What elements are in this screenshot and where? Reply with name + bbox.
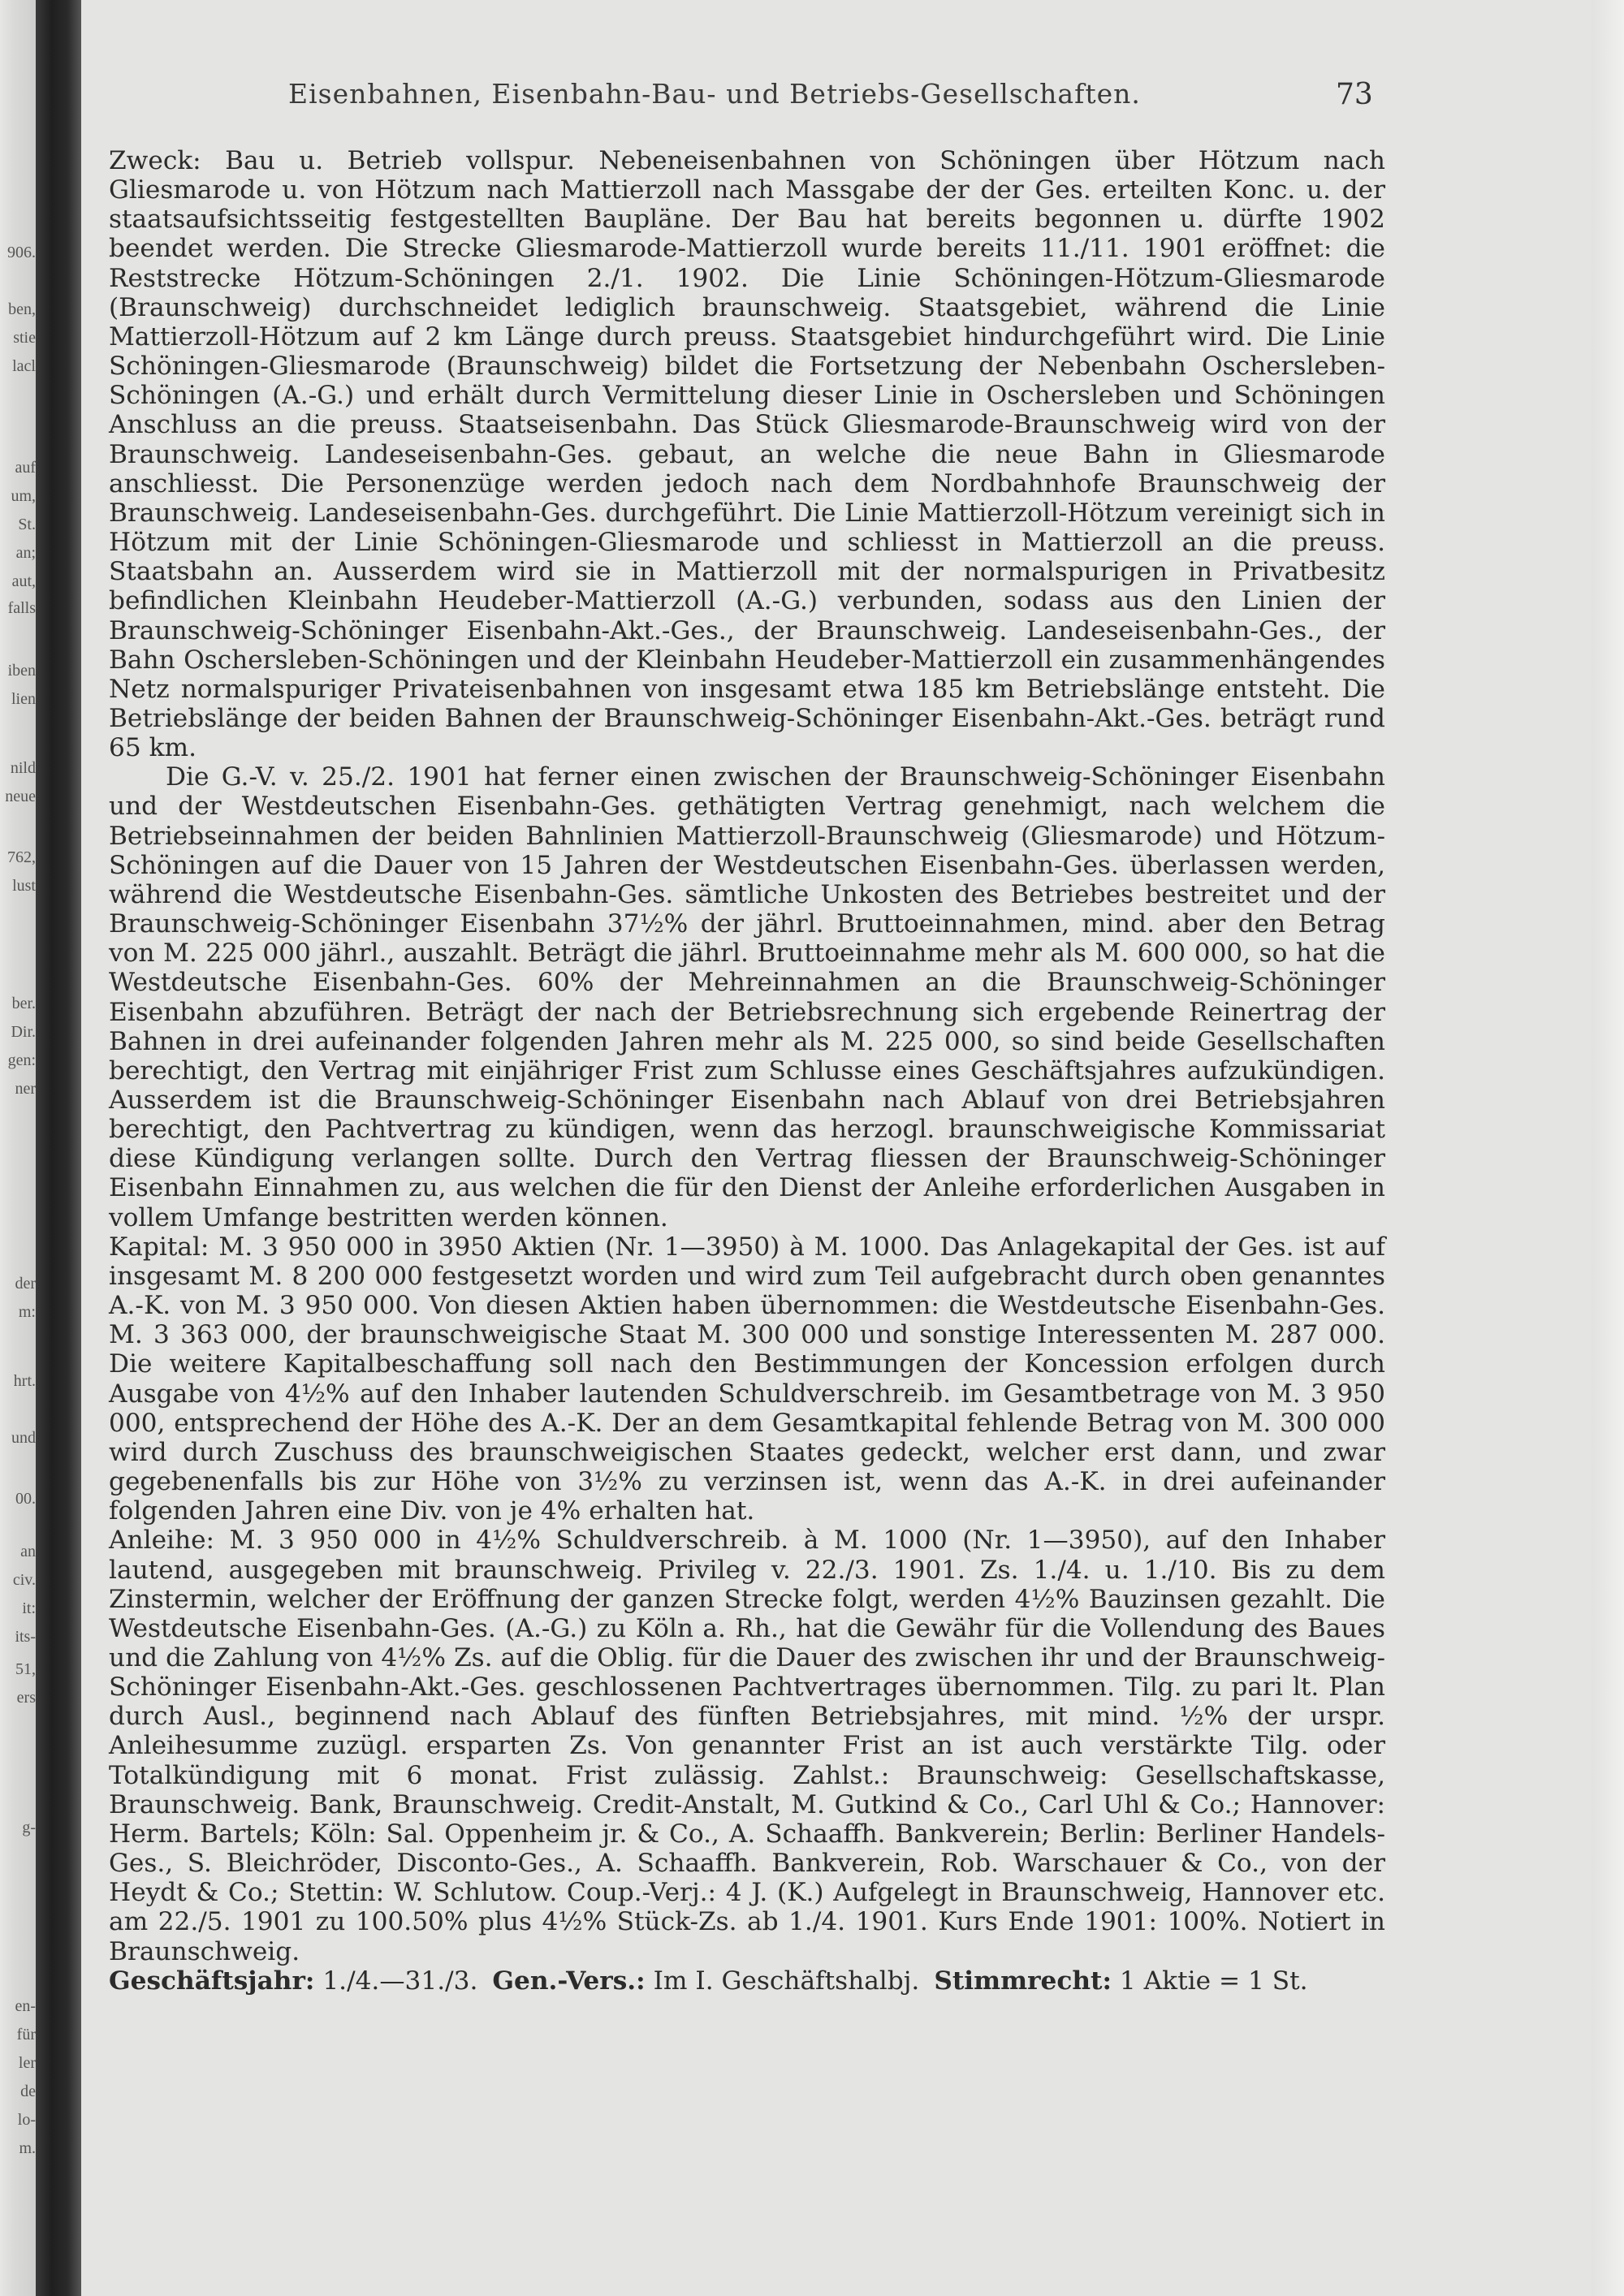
margin-fragment: it: bbox=[22, 1599, 36, 1617]
margin-fragment: stie bbox=[13, 329, 36, 347]
stimmrecht bbox=[934, 1966, 1307, 1996]
margin-fragment: 906. bbox=[7, 244, 36, 261]
margin-fragment: St. bbox=[18, 516, 36, 533]
page-right-edge bbox=[1592, 0, 1624, 2296]
margin-fragment: lacl bbox=[12, 357, 36, 375]
margin-fragment: 00. bbox=[15, 1490, 36, 1508]
gen-vers-label: Gen.-Vers.: bbox=[492, 1966, 646, 1996]
margin-fragment: m. bbox=[19, 2139, 36, 2157]
stimmrecht-value: 1 Aktie = 1 St. bbox=[1119, 1966, 1308, 1996]
page-number: 73 bbox=[1336, 78, 1373, 111]
geschaeftsjahr bbox=[109, 1966, 477, 1996]
kapital-label: Kapital: bbox=[109, 1232, 209, 1262]
header-title: Eisenbahnen, Eisenbahn-Bau- und Betriebs-Gesellschaften. bbox=[288, 78, 1141, 110]
margin-fragment: its- bbox=[15, 1628, 36, 1646]
neighbouring-page-margin bbox=[2, 0, 36, 2296]
kapital-text: M. 3 950 000 in 3950 Aktien (Nr. 1—3950) à M. 1000. Das Anlagekapital der Ges. ist auf insgesamt M. 8 200 000 festgesetzt worden und wird zum Teil aufgebracht durch oben genanntes A.-K. von M. 3 950 000. Von diesen Aktien haben übernommen: die Westdeutsche Eisenbahn-Ges. M. 3 363 000, der braunschweigische Staat M. 300 000 und sonstige Interessenten M. 287 000. Die weitere Kapitalbeschaffung soll nach den Bestimmungen der Koncession erfolgen durch Ausgabe von 4½% auf den Inhaber lautenden Schuldverschreib. im Gesamtbetrage von M. 3 950 000, entsprechend der Höhe des A.-K. Der an dem Gesamtkapital fehlende Betrag von M. 300 000 wird durch Zuschuss des braunschweigischen Staates gedeckt, welcher erst dann, und zwar gegebenenfalls bis zur Höhe von 3½% zu verzinsen ist, wenn das A.-K. in drei aufeinander folgenden Jahren eine Div. von je 4% erhalten hat. bbox=[109, 1232, 1385, 1526]
margin-fragment: Dir. bbox=[11, 1023, 36, 1041]
margin-fragment: und bbox=[11, 1429, 36, 1447]
margin-fragment: lien bbox=[11, 690, 36, 708]
margin-fragment: 762, bbox=[7, 848, 36, 866]
zweck-paragraph bbox=[109, 146, 1385, 762]
margin-fragment: um, bbox=[11, 487, 36, 505]
margin-fragment: ner bbox=[15, 1080, 36, 1098]
margin-fragment: ben, bbox=[8, 300, 36, 318]
margin-fragment: en- bbox=[15, 1997, 36, 2015]
running-header bbox=[288, 78, 1482, 110]
zweck-text: Bau u. Betrieb vollspur. Nebeneisenbahnen von Schöningen über Hötzum nach Gliesmarode u. von Hötzum nach Mattierzoll nach Massgabe der der Ges. erteilten Konc. u. der staatsaufsichtsseitig festgestellten Baupläne. Der Bau hat bereits begonnen u. dürfte 1902 beendet werden. Die Strecke Gliesmarode-Mattierzoll wurde bereits 11./11. 1901 eröffnet: die Reststrecke Hötzum-Schöningen 2./1. 1902. Die Linie Schöningen-Hötzum-Gliesmarode (Braunschweig) durchschneidet lediglich braunschweig. Staatsgebiet, während die Linie Mattierzoll-Hötzum auf 2 km Länge durch preuss. Staatsgebiet hindurchgeführt wird. Die Linie Schöningen-Gliesmarode (Braunschweig) bildet die Fortsetzung der Nebenbahn Oschersleben-Schöningen (A.-G.) und erhält durch Vermittelung dieser Linie in Oschersleben und Schöningen Anschluss an die preuss. Staatseisenbahn. Das Stück Gliesmarode-Braunschweig wird von der Braunschweig. Landeseisenbahn-Ges. gebaut, an welche die neue Bahn in Gliesmarode anschliesst. Die Personenzüge werden jedoch nach dem Nordbahnhofe Braunschweig der Braunschweig. Landeseisenbahn-Ges. durchgeführt. Die Linie Mattierzoll-Hötzum vereinigt sich in Hötzum mit der Linie Schöningen-Gliesmarode und schliesst in Mattierzoll an die preuss. Staatsbahn an. Ausserdem wird sie in Mattierzoll mit der normalspurigen in Privatbesitz befindlichen Kleinbahn Heudeber-Mattierzoll (A.-G.) verbunden, sodass aus den Linien der Braunschweig-Schöninger Eisenbahn-Akt.-Ges., der Braunschweig. Landeseisenbahn-Ges., der Bahn Oschersleben-Schöningen und der Kleinbahn Heudeber-Mattierzoll ein zusammenhängendes Netz normalspuriger Privateisenbahnen von insgesamt etwa 185 km Betriebslänge entsteht. Die Betriebslänge der beiden Bahnen der Braunschweig-Schöninger Eisenbahn-Akt.-Ges. beträgt rund 65 km. bbox=[109, 146, 1385, 763]
margin-fragment: de bbox=[20, 2082, 36, 2100]
geschaeftsjahr-value: 1./4.—31./3. bbox=[322, 1966, 478, 1996]
margin-fragment: ler bbox=[18, 2054, 36, 2072]
margin-fragment: m: bbox=[18, 1303, 36, 1321]
document-page bbox=[81, 0, 1592, 2296]
margin-fragment: ers bbox=[16, 1689, 36, 1707]
anleihe-label: Anleihe: bbox=[109, 1526, 215, 1556]
margin-fragment: an bbox=[20, 1543, 36, 1560]
margin-fragment: nild bbox=[10, 759, 36, 777]
margin-fragment: auf bbox=[15, 459, 36, 477]
closing-line bbox=[109, 1966, 1385, 1996]
geschaeftsjahr-label: Geschäftsjahr: bbox=[109, 1966, 315, 1996]
gv-paragraph: Die G.-V. v. 25./2. 1901 hat ferner einen zwischen der Braunschweig-Schöninger Eisenbahn und der Westdeutschen Eisenbahn-Ges. gethätigten Vertrag genehmigt, nach welchem die Betriebseinnahmen der beiden Bahnlinien Mattierzoll-Braunschweig (Gliesmarode) und Hötzum-Schöningen auf die Dauer von 15 Jahren der Westdeutschen Eisenbahn-Ges. überlassen werden, während die Westdeutsche Eisenbahn-Ges. sämtliche Unkosten des Betriebes bestreitet und der Braunschweig-Schöninger Eisenbahn 37½% der jährl. Bruttoeinnahmen, mind. aber den Betrag von M. 225 000 jährl., auszahlt. Beträgt die jährl. Bruttoeinnahme mehr als M. 600 000, so hat die Westdeutsche Eisenbahn-Ges. 60% der Mehreinnahmen an die Braunschweig-Schöninger Eisenbahn abzuführen. Beträgt der nach der Betriebsrechnung sich ergebende Reinertrag der Bahnen in drei aufeinander folgenden Jahren mehr als M. 225 000, so sind beide Gesellschaften berechtigt, den Vertrag mit einjähriger Frist zum Schlusse eines Geschäftsjahres aufzukündigen. Ausserdem ist die Braunschweig-Schöninger Eisenbahn nach Ablauf von drei Betriebsjahren berechtigt, den Pachtvertrag zu kündigen, wenn das herzogl. braunschweigische Kommissariat diese Kündigung verlangen sollte. Durch den Vertrag fliessen der Braunschweig-Schöninger Eisenbahn Einnahmen zu, aus welchen die für den Dienst der Anleihe erforderlichen Ausgaben in vollem Umfange bestritten werden können. bbox=[109, 762, 1385, 1232]
margin-fragment: an; bbox=[15, 544, 36, 562]
margin-fragment: lust bbox=[12, 877, 36, 895]
margin-fragment: aut, bbox=[11, 572, 36, 590]
gen-vers-value: Im I. Geschäftshalbj. bbox=[653, 1966, 920, 1996]
binding-gutter bbox=[36, 0, 81, 2296]
margin-fragment: ber. bbox=[11, 995, 36, 1012]
margin-fragment: lo- bbox=[17, 2111, 36, 2129]
margin-fragment: gen: bbox=[7, 1051, 36, 1069]
zweck-label: Zweck: bbox=[109, 146, 201, 175]
margin-fragment: g- bbox=[22, 1819, 36, 1836]
margin-fragment: civ. bbox=[12, 1571, 36, 1589]
kapital-paragraph bbox=[109, 1232, 1385, 1526]
gen-vers bbox=[492, 1966, 919, 1996]
margin-fragment: neue bbox=[5, 788, 36, 805]
anleihe-paragraph bbox=[109, 1526, 1385, 1966]
page-body bbox=[109, 146, 1385, 1996]
stimmrecht-label: Stimmrecht: bbox=[934, 1966, 1112, 1996]
anleihe-text: M. 3 950 000 in 4½% Schuldverschreib. à M. 1000 (Nr. 1—3950), auf den Inhaber lautend, ausgegeben mit braunschweig. Privileg v. 22./3. 1901. Zs. 1./4. u. 1./10. Bis zu dem Zinstermin, welcher der Eröffnung der ganzen Strecke folgt, werden 4½% Bauzinsen gezahlt. Die Westdeutsche Eisenbahn-Ges. (A.-G.) zu Köln a. Rh., hat die Gewähr für die Vollendung des Baues und die Zahlung von 4½% Zs. auf die Oblig. für die Dauer des zwischen ihr und der Braunschweig-Schöninger Eisenbahn-Akt.-Ges. geschlossenen Pachtvertrages übernommen. Tilg. zu pari lt. Plan durch Ausl., beginnend nach Ablauf des fünften Betriebsjahres, mit mind. ½% der urspr. Anleihesumme zuzügl. ersparten Zs. Von genannter Frist an ist auch verstärkte Tilg. oder Totalkündigung mit 6 monat. Frist zulässig. Zahlst.: Braunschweig: Gesellschaftskasse, Braunschweig. Bank, Braunschweig. Credit-Anstalt, M. Gutkind & Co., Carl Uhl & Co.; Hannover: Herm. Bartels; Köln: Sal. Oppenheim jr. & Co., A. Schaaffh. Bankverein; Berlin: Berliner Handels-Ges., S. Bleichröder, Disconto-Ges., A. Schaaffh. Bankverein, Rob. Warschauer & Co., von der Heydt & Co.; Stettin: W. Schlutow. Coup.-Verj.: 4 J. (K.) Aufgelegt in Braunschweig, Hannover etc. am 22./5. 1901 zu 100.50% plus 4½% Stück-Zs. ab 1./4. 1901. Kurs Ende 1901: 100%. Notiert in Braunschweig. bbox=[109, 1526, 1385, 1966]
margin-fragment: der bbox=[15, 1275, 36, 1293]
margin-fragment: iben bbox=[7, 662, 36, 680]
margin-fragment: falls bbox=[7, 599, 36, 617]
margin-fragment: für bbox=[16, 2026, 36, 2044]
margin-fragment: hrt. bbox=[13, 1372, 36, 1390]
margin-fragment: 51, bbox=[15, 1660, 36, 1678]
